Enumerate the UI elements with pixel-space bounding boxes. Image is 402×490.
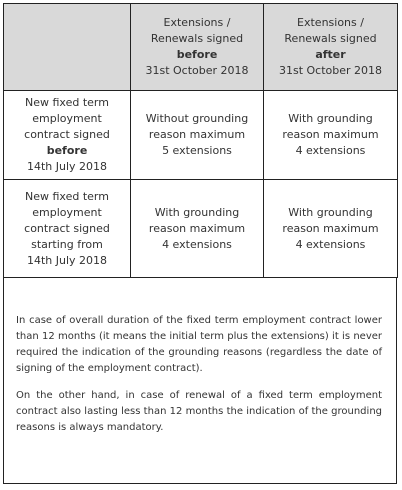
cell-line: reason maximum <box>282 221 379 235</box>
header-after-line: Renewals signed <box>284 32 377 45</box>
cell-line: 5 extensions <box>162 144 232 157</box>
cell-line: reason maximum <box>148 128 246 141</box>
document-page <box>1 1 401 488</box>
header-before-date: 31st October 2018 <box>145 64 249 77</box>
row-label-line: New fixed term <box>25 96 109 109</box>
cell-line: reason maximum <box>148 221 246 235</box>
note-box <box>3 278 397 484</box>
table-header-row <box>4 4 398 91</box>
row-label-cell <box>4 91 131 180</box>
row-label-line: New fixed term <box>25 189 109 203</box>
table-row <box>4 91 398 180</box>
header-after-keyword: after <box>315 48 346 61</box>
row-before-cell <box>131 180 264 278</box>
header-before-line: Extensions / <box>163 16 231 29</box>
row-label-line: contract signed <box>24 221 110 235</box>
cell-line: With grounding <box>288 205 373 219</box>
header-empty-cell <box>4 4 131 91</box>
cell-line: With grounding <box>288 112 373 125</box>
cell-line: 4 extensions <box>295 237 366 251</box>
cell-line: reason maximum <box>282 128 379 141</box>
table-row <box>4 180 398 278</box>
cell-line: With grounding <box>154 205 240 219</box>
header-before-cell <box>131 4 264 91</box>
row-before-cell <box>131 91 264 180</box>
row-label-date: 14th July 2018 <box>26 160 108 173</box>
note-paragraph: In case of overall duration of the fixed term employment contract lower than 12 months (it means the initial term plus the extensions) it is never required the indication of the grounding reasons (regardless the date of signing of the employment contract). <box>16 315 382 374</box>
header-after-line: Extensions / <box>297 16 364 29</box>
header-after-cell <box>264 4 398 91</box>
row-after-cell <box>264 180 398 278</box>
row-label-line: employment <box>32 205 102 219</box>
row-label-date: 14th July 2018 <box>26 253 108 267</box>
cell-line: Without grounding <box>145 112 249 125</box>
row-label-cell <box>4 180 131 278</box>
note-paragraph: On the other hand, in case of renewal of a fixed term employment contract also lasting less than 12 months the indication of the grounding reasons is always mandatory. <box>16 390 382 433</box>
header-before-keyword: before <box>176 48 218 61</box>
cell-line: 4 extensions <box>162 237 232 251</box>
row-label-line: starting from <box>31 237 103 251</box>
row-label-line: contract signed <box>24 128 110 141</box>
extensions-table <box>3 3 398 278</box>
row-label-line: employment <box>32 112 102 125</box>
header-after-date: 31st October 2018 <box>278 64 383 77</box>
row-label-keyword: before <box>46 144 88 157</box>
header-before-line: Renewals signed <box>150 32 244 45</box>
row-after-cell <box>264 91 398 180</box>
cell-line: 4 extensions <box>295 144 366 157</box>
